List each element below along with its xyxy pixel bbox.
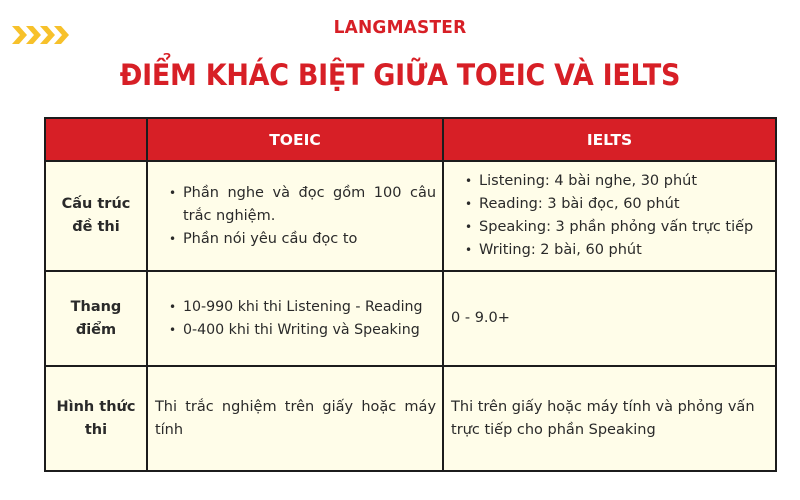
toeic-format-cell: Thi trắc nghiệm trên giấy hoặc máy tính (147, 366, 443, 471)
comparison-table (44, 117, 777, 472)
list-item: • Phần nghe và đọc gồm 100 câu trắc nghiệm. (169, 182, 436, 228)
toeic-structure-cell (147, 161, 443, 271)
header-toeic: TOEIC (147, 118, 443, 161)
row-label-score: Thang điểm (45, 271, 147, 366)
table-row (45, 271, 776, 366)
table-row (45, 161, 776, 271)
ielts-format-cell: Thi trên giấy hoặc máy tính và phỏng vấn trực tiếp cho phần Speaking (443, 366, 776, 471)
toeic-structure-list (155, 182, 436, 251)
row-label-format: Hình thức thi (45, 366, 147, 471)
brand-logo: LANGMASTER (333, 17, 467, 39)
table-row (45, 366, 776, 471)
table-header-row (45, 118, 776, 161)
header-empty-cell (45, 118, 147, 161)
list-item: • 10-990 khi thi Listening - Reading (169, 296, 436, 319)
list-item: • 0-400 khi thi Writing và Speaking (169, 319, 436, 342)
ielts-score-cell: 0 - 9.0+ (443, 271, 776, 366)
ielts-structure-cell (443, 161, 776, 271)
list-item: • Listening: 4 bài nghe, 30 phút (465, 170, 769, 193)
list-item: • Reading: 3 bài đọc, 60 phút (465, 193, 769, 216)
toeic-score-list (155, 296, 436, 342)
list-item: • Speaking: 3 phần phỏng vấn trực tiếp (465, 216, 769, 239)
page-title: ĐIỂM KHÁC BIỆT GIỮA TOEIC VÀ IELTS (119, 58, 681, 92)
row-label-structure: Cấu trúc đề thi (45, 161, 147, 271)
list-item: • Writing: 2 bài, 60 phút (465, 239, 769, 262)
list-item: • Phần nói yêu cầu đọc to (169, 228, 436, 251)
toeic-score-cell (147, 271, 443, 366)
header-ielts: IELTS (443, 118, 776, 161)
ielts-structure-list (451, 170, 769, 262)
